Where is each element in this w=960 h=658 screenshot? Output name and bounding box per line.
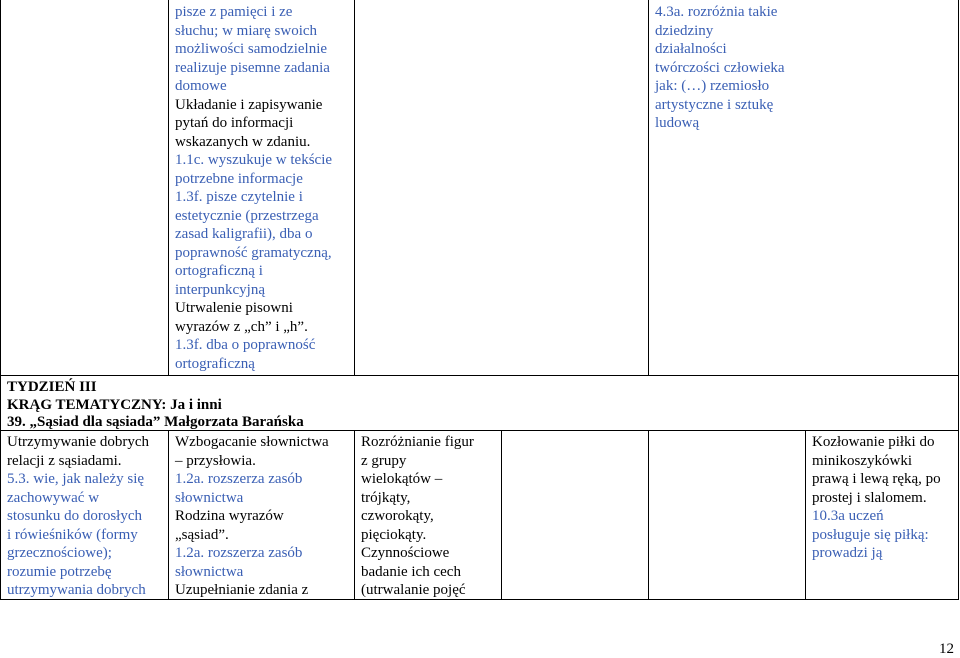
cell-line: rozumie potrzebę	[7, 563, 112, 580]
cell-line: poprawność gramatyczną,	[175, 244, 332, 261]
table-border-col4-bottom	[648, 430, 649, 600]
cell-line: słownictwa	[175, 563, 244, 580]
table-border-col5-bottom	[805, 430, 806, 600]
table-border-col3-top	[648, 0, 649, 375]
top-col4-cell	[655, 3, 785, 133]
cell-line: 10.3a uczeń	[812, 508, 884, 524]
cell-line: 1.2a. rozszerza zasób	[175, 471, 303, 487]
bottom-col5-cell	[812, 433, 941, 563]
cell-line: Utrwalenie pisowni	[175, 300, 293, 316]
cell-line: pisze z pamięci i ze	[175, 4, 293, 20]
cell-line: możliwości samodzielnie	[175, 41, 328, 57]
cell-line: ludową	[655, 115, 700, 131]
week-heading: TYDZIEŃ III	[7, 379, 97, 395]
cell-line: zasad kaligrafii), dba o	[175, 226, 313, 242]
cell-line: interpunkcyjną	[175, 281, 265, 298]
table-border-col1-bottom	[168, 430, 169, 600]
table-border-col2-bottom	[354, 430, 355, 600]
top-col2-cell	[175, 3, 332, 373]
theme-heading: KRĄG TEMATYCZNY: Ja i inni	[7, 397, 222, 413]
bottom-col3-cell	[361, 433, 474, 600]
cell-line: relacji z sąsiadami.	[7, 452, 122, 469]
cell-line: Rozróżnianie figur	[361, 434, 474, 450]
cell-line: twórczości człowieka	[655, 59, 785, 76]
cell-line: posługuje się piłką:	[812, 526, 929, 543]
cell-line: zachowywać w	[7, 489, 100, 506]
cell-line: estetycznie (przestrzega	[175, 207, 319, 224]
cell-line: ortograficzną	[175, 355, 255, 372]
cell-line: prostej i slalomem.	[812, 489, 927, 506]
cell-line: pięciokąty.	[361, 526, 427, 543]
cell-line: Rodzina wyrazów	[175, 508, 284, 524]
cell-line: 1.2a. rozszerza zasób	[175, 545, 303, 561]
cell-line: 4.3a. rozróżnia takie	[655, 4, 778, 20]
cell-line: słownictwa	[175, 489, 244, 506]
cell-line: 1.3f. pisze czytelnie i	[175, 189, 303, 205]
cell-line: Wzbogacanie słownictwa	[175, 434, 329, 450]
cell-line: Uzupełnianie zdania z	[175, 582, 309, 598]
cell-line: 1.3f. dba o poprawność	[175, 337, 316, 353]
bottom-col2-cell	[175, 433, 329, 600]
cell-line: realizuje pisemne zadania	[175, 59, 330, 76]
cell-line: trójkąty,	[361, 489, 411, 506]
cell-line: – przysłowia.	[175, 452, 256, 469]
cell-line: Czynnościowe	[361, 545, 450, 561]
cell-line: działalności	[655, 41, 727, 57]
cell-line: czworokąty,	[361, 508, 434, 524]
cell-line: dziedziny	[655, 22, 714, 39]
table-row-divider	[0, 375, 959, 376]
cell-line: minikoszykówki	[812, 452, 912, 469]
cell-line: pytań do informacji	[175, 115, 294, 131]
table-border-left	[0, 0, 1, 600]
bottom-col1-cell	[7, 433, 149, 600]
cell-line: utrzymywania dobrych	[7, 582, 146, 598]
cell-line: ortograficzną i	[175, 263, 263, 279]
table-border-right	[958, 0, 959, 600]
cell-line: Układanie i zapisywanie	[175, 96, 323, 113]
cell-line: wskazanych w zdaniu.	[175, 133, 311, 150]
cell-line: i rówieśników (formy	[7, 526, 138, 543]
cell-line: z grupy	[361, 452, 407, 469]
cell-line: (utrwalanie pojęć	[361, 582, 466, 598]
cell-line: jak: (…) rzemiosło	[655, 78, 770, 94]
table-border-col3-bottom	[501, 430, 502, 600]
cell-line: „sąsiad”.	[175, 526, 229, 543]
table-border-col2-top	[354, 0, 355, 375]
cell-line: 5.3. wie, jak należy się	[7, 471, 145, 487]
page-number: 12	[939, 641, 954, 657]
cell-line: prowadzi ją	[812, 545, 883, 561]
cell-line: 1.1c. wyszukuje w tekście	[175, 152, 333, 168]
cell-line: artystyczne i sztukę	[655, 96, 774, 113]
cell-line: słuchu; w miarę swoich	[175, 22, 318, 39]
cell-line: wyrazów z „ch” i „h”.	[175, 318, 308, 335]
cell-line: badanie ich cech	[361, 563, 461, 580]
cell-line: prawą i lewą ręką, po	[812, 471, 941, 487]
cell-line: Kozłowanie piłki do	[812, 434, 935, 450]
cell-line: potrzebne informacje	[175, 170, 303, 187]
cell-line: Utrzymywanie dobrych	[7, 434, 150, 450]
cell-line: grzecznościowe);	[7, 545, 112, 561]
cell-line: domowe	[175, 78, 227, 94]
lesson-heading: 39. „Sąsiad dla sąsiada” Małgorzata Barańska	[7, 414, 304, 430]
cell-line: stosunku do dorosłych	[7, 508, 142, 524]
cell-line: wielokątów –	[361, 471, 443, 487]
table-border-col1-top	[168, 0, 169, 375]
